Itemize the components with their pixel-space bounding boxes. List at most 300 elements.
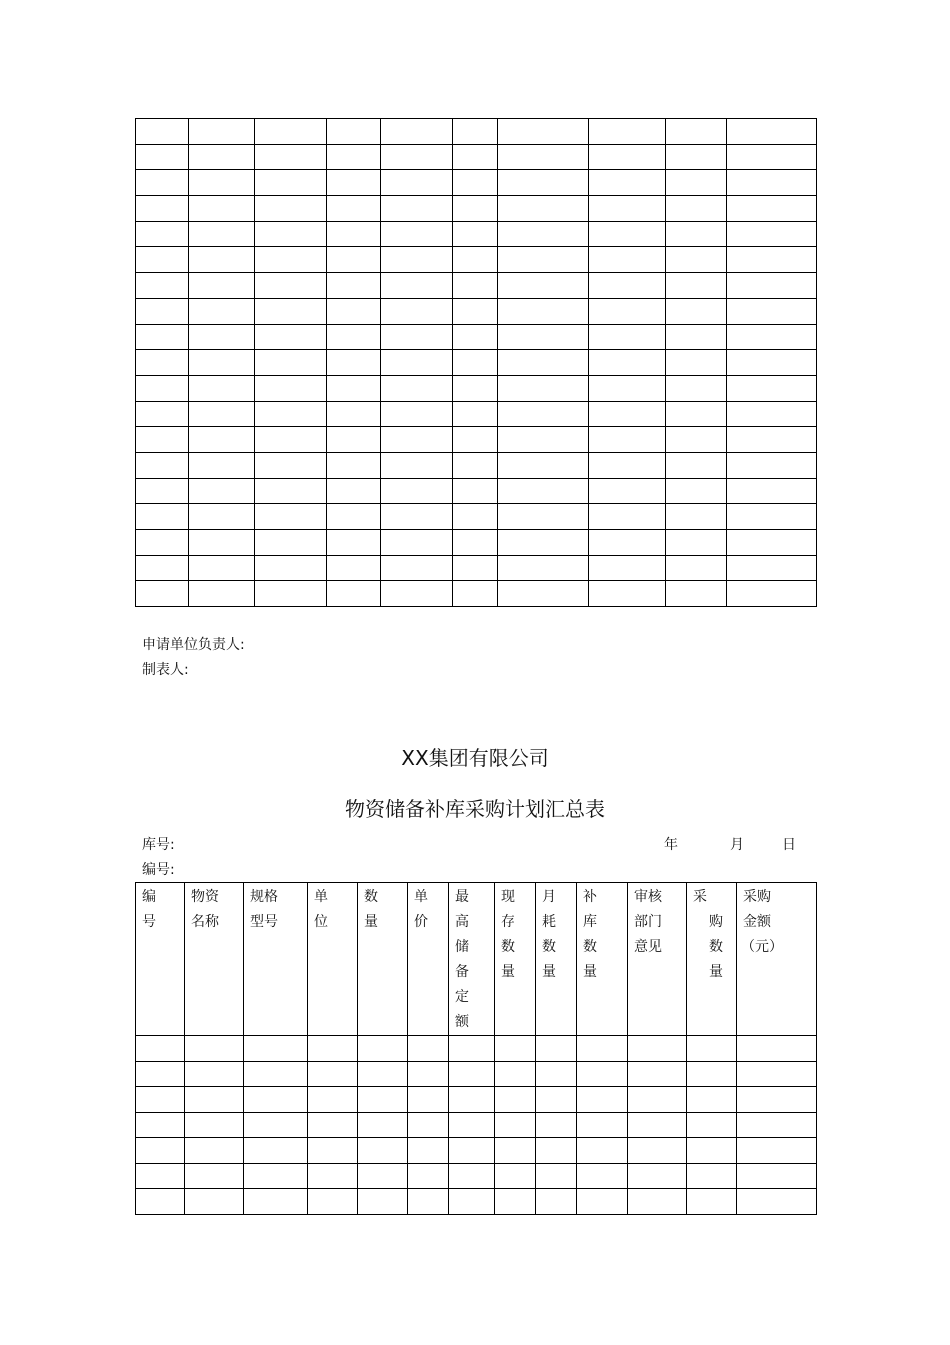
table-cell[interactable]	[727, 119, 817, 145]
header-line: 数	[542, 939, 556, 955]
table-cell[interactable]	[449, 1112, 495, 1138]
table-row	[136, 221, 817, 247]
table-cell[interactable]	[453, 555, 498, 581]
table-cell[interactable]	[577, 1061, 628, 1087]
table-cell[interactable]	[358, 1189, 408, 1215]
table-cell[interactable]	[136, 221, 189, 247]
table-cell[interactable]	[327, 247, 381, 273]
table-cell[interactable]	[687, 1087, 737, 1113]
table-cell[interactable]	[666, 170, 727, 196]
table-cell[interactable]	[498, 298, 589, 324]
table-cell[interactable]	[244, 1138, 308, 1164]
table-cell[interactable]	[244, 1036, 308, 1062]
table-cell[interactable]	[666, 530, 727, 556]
table-cell[interactable]	[449, 1138, 495, 1164]
table-cell[interactable]	[244, 1087, 308, 1113]
table-cell[interactable]	[189, 273, 255, 299]
table-cell[interactable]	[308, 1163, 358, 1189]
table-cell[interactable]	[495, 1036, 536, 1062]
table-cell[interactable]	[408, 1036, 449, 1062]
table-cell[interactable]	[327, 555, 381, 581]
table-cell[interactable]	[255, 144, 327, 170]
table-cell[interactable]	[327, 221, 381, 247]
table-cell[interactable]	[453, 478, 498, 504]
table-cell[interactable]	[687, 1189, 737, 1215]
table-cell[interactable]	[453, 350, 498, 376]
table-cell[interactable]	[498, 530, 589, 556]
table-cell[interactable]	[255, 427, 327, 453]
header-line: 物资	[191, 889, 219, 905]
table-cell[interactable]	[577, 1112, 628, 1138]
table-cell[interactable]	[189, 170, 255, 196]
table-cell[interactable]	[495, 1061, 536, 1087]
table-cell[interactable]	[589, 581, 666, 607]
table-cell[interactable]	[727, 324, 817, 350]
table-cell[interactable]	[589, 144, 666, 170]
table-cell[interactable]	[453, 401, 498, 427]
table-cell[interactable]	[498, 555, 589, 581]
table-cell[interactable]	[666, 375, 727, 401]
table-cell[interactable]	[453, 221, 498, 247]
table-cell[interactable]	[727, 144, 817, 170]
table-cell[interactable]	[327, 581, 381, 607]
table-cell[interactable]	[727, 478, 817, 504]
table-cell[interactable]	[136, 1036, 185, 1062]
table-cell[interactable]	[498, 119, 589, 145]
table-cell[interactable]	[666, 581, 727, 607]
header-line: 高	[455, 914, 469, 930]
table-cell[interactable]	[381, 350, 453, 376]
table-cell[interactable]	[185, 1061, 244, 1087]
table-cell[interactable]	[255, 324, 327, 350]
table-cell[interactable]	[308, 1036, 358, 1062]
table-cell[interactable]	[449, 1189, 495, 1215]
table-cell[interactable]	[255, 298, 327, 324]
table-cell[interactable]	[589, 221, 666, 247]
table-cell[interactable]	[666, 504, 727, 530]
table-cell[interactable]	[628, 1163, 687, 1189]
table-cell[interactable]	[737, 1061, 817, 1087]
table-cell[interactable]	[327, 324, 381, 350]
table-cell[interactable]	[727, 504, 817, 530]
table-cell[interactable]	[589, 119, 666, 145]
table-cell[interactable]	[666, 350, 727, 376]
table-cell[interactable]	[495, 1138, 536, 1164]
table-cell[interactable]	[666, 298, 727, 324]
table-cell[interactable]	[381, 119, 453, 145]
table-cell[interactable]	[136, 298, 189, 324]
table-cell[interactable]	[727, 170, 817, 196]
table-cell[interactable]	[666, 478, 727, 504]
table-cell[interactable]	[255, 581, 327, 607]
table-cell[interactable]	[185, 1112, 244, 1138]
table-cell[interactable]	[727, 530, 817, 556]
table-cell[interactable]	[536, 1036, 577, 1062]
table-cell[interactable]	[136, 401, 189, 427]
table-row	[136, 196, 817, 222]
table-cell[interactable]	[453, 119, 498, 145]
table-cell[interactable]	[408, 1163, 449, 1189]
table-cell[interactable]	[136, 478, 189, 504]
table-cell[interactable]	[666, 452, 727, 478]
table-cell[interactable]	[666, 324, 727, 350]
table-cell[interactable]	[255, 119, 327, 145]
table-cell[interactable]	[358, 1112, 408, 1138]
table-cell[interactable]	[136, 375, 189, 401]
table-cell[interactable]	[255, 478, 327, 504]
table-cell[interactable]	[727, 401, 817, 427]
table-cell[interactable]	[308, 1189, 358, 1215]
table-cell[interactable]	[495, 1189, 536, 1215]
table-cell[interactable]	[381, 196, 453, 222]
table-cell[interactable]	[453, 375, 498, 401]
table-cell[interactable]	[737, 1163, 817, 1189]
table-cell[interactable]	[727, 273, 817, 299]
table-cell[interactable]	[577, 1138, 628, 1164]
table-cell[interactable]	[308, 1061, 358, 1087]
table-cell[interactable]	[628, 1189, 687, 1215]
table-cell[interactable]	[136, 1087, 185, 1113]
table-cell[interactable]	[498, 350, 589, 376]
table-cell[interactable]	[727, 375, 817, 401]
table-cell[interactable]	[453, 298, 498, 324]
table-cell[interactable]	[498, 504, 589, 530]
table-cell[interactable]	[327, 350, 381, 376]
table-cell[interactable]	[136, 452, 189, 478]
table-cell[interactable]	[189, 478, 255, 504]
table-cell[interactable]	[589, 375, 666, 401]
table-cell[interactable]	[189, 144, 255, 170]
table-cell[interactable]	[381, 247, 453, 273]
table-cell[interactable]	[381, 452, 453, 478]
table-cell[interactable]	[589, 504, 666, 530]
table-cell[interactable]	[358, 1087, 408, 1113]
table-cell[interactable]	[666, 427, 727, 453]
table-cell[interactable]	[589, 273, 666, 299]
table-cell[interactable]	[589, 555, 666, 581]
table-cell[interactable]	[498, 144, 589, 170]
table-cell[interactable]	[381, 530, 453, 556]
table-cell[interactable]	[327, 273, 381, 299]
table-cell[interactable]	[589, 452, 666, 478]
table-cell[interactable]	[136, 1112, 185, 1138]
table-cell[interactable]	[687, 1163, 737, 1189]
table-cell[interactable]	[189, 427, 255, 453]
table-cell[interactable]	[498, 170, 589, 196]
table-cell[interactable]	[453, 170, 498, 196]
table-cell[interactable]	[666, 401, 727, 427]
table-cell[interactable]	[666, 119, 727, 145]
table-cell[interactable]	[498, 375, 589, 401]
table-cell[interactable]	[666, 196, 727, 222]
table-cell[interactable]	[189, 119, 255, 145]
table-cell[interactable]	[327, 478, 381, 504]
table-cell[interactable]	[453, 196, 498, 222]
table-cell[interactable]	[589, 247, 666, 273]
table-cell[interactable]	[666, 273, 727, 299]
table-cell[interactable]	[687, 1036, 737, 1062]
table-cell[interactable]	[727, 221, 817, 247]
table-cell[interactable]	[327, 170, 381, 196]
table-cell[interactable]	[327, 119, 381, 145]
table-cell[interactable]	[189, 452, 255, 478]
table-cell[interactable]	[737, 1189, 817, 1215]
table-cell[interactable]	[136, 196, 189, 222]
table-cell[interactable]	[737, 1138, 817, 1164]
table-cell[interactable]	[453, 247, 498, 273]
table-cell[interactable]	[255, 221, 327, 247]
table-cell[interactable]	[589, 350, 666, 376]
table-cell[interactable]	[449, 1061, 495, 1087]
table-cell[interactable]	[498, 452, 589, 478]
table-cell[interactable]	[408, 1138, 449, 1164]
table-cell[interactable]	[136, 170, 189, 196]
table-cell[interactable]	[727, 350, 817, 376]
table-cell[interactable]	[381, 221, 453, 247]
table-cell[interactable]	[185, 1036, 244, 1062]
table-cell[interactable]	[255, 401, 327, 427]
table-cell[interactable]	[255, 555, 327, 581]
table-cell[interactable]	[358, 1138, 408, 1164]
serial-no-label: 编号:	[142, 862, 175, 878]
table-cell[interactable]	[628, 1036, 687, 1062]
table-cell[interactable]	[498, 324, 589, 350]
table-cell[interactable]	[408, 1061, 449, 1087]
table-cell[interactable]	[189, 530, 255, 556]
table-cell[interactable]	[189, 196, 255, 222]
table-cell[interactable]	[408, 1087, 449, 1113]
table-cell[interactable]	[308, 1138, 358, 1164]
table-row	[136, 530, 817, 556]
year-label: 年	[664, 837, 678, 853]
table-cell[interactable]	[727, 298, 817, 324]
table-cell[interactable]	[327, 401, 381, 427]
table-cell[interactable]	[136, 530, 189, 556]
header-line: 价	[414, 914, 428, 930]
table-cell[interactable]	[185, 1087, 244, 1113]
table-cell[interactable]	[381, 581, 453, 607]
table-cell[interactable]	[189, 581, 255, 607]
table-cell[interactable]	[327, 196, 381, 222]
column-header	[737, 883, 817, 1036]
table-cell[interactable]	[687, 1138, 737, 1164]
preparer-label: 制表人:	[142, 662, 189, 678]
header-line: 最	[455, 889, 469, 905]
table-cell[interactable]	[136, 273, 189, 299]
table-cell[interactable]	[727, 427, 817, 453]
table-cell[interactable]	[577, 1163, 628, 1189]
table-cell[interactable]	[136, 555, 189, 581]
table-cell[interactable]	[666, 221, 727, 247]
table-cell[interactable]	[453, 324, 498, 350]
table-cell[interactable]	[381, 375, 453, 401]
table-cell[interactable]	[408, 1189, 449, 1215]
table-cell[interactable]	[498, 196, 589, 222]
table-cell[interactable]	[244, 1061, 308, 1087]
table-cell[interactable]	[255, 452, 327, 478]
table-cell[interactable]	[381, 273, 453, 299]
table-cell[interactable]	[453, 427, 498, 453]
table-cell[interactable]	[536, 1138, 577, 1164]
table-cell[interactable]	[381, 478, 453, 504]
table-cell[interactable]	[189, 555, 255, 581]
table-cell[interactable]	[589, 298, 666, 324]
table-cell[interactable]	[255, 375, 327, 401]
table-cell[interactable]	[589, 401, 666, 427]
table-cell[interactable]	[136, 427, 189, 453]
table-cell[interactable]	[255, 273, 327, 299]
table-cell[interactable]	[189, 324, 255, 350]
table-cell[interactable]	[453, 452, 498, 478]
table-cell[interactable]	[185, 1138, 244, 1164]
table-cell[interactable]	[255, 170, 327, 196]
table-cell[interactable]	[498, 273, 589, 299]
table-cell[interactable]	[189, 401, 255, 427]
table-row	[136, 1061, 817, 1087]
table-cell[interactable]	[136, 1163, 185, 1189]
table-cell[interactable]	[327, 452, 381, 478]
table-cell[interactable]	[727, 196, 817, 222]
table-cell[interactable]	[358, 1061, 408, 1087]
table-cell[interactable]	[185, 1189, 244, 1215]
table-cell[interactable]	[628, 1112, 687, 1138]
table-cell[interactable]	[589, 196, 666, 222]
header-line: 单	[414, 889, 428, 905]
table-cell[interactable]	[628, 1138, 687, 1164]
table-cell[interactable]	[189, 298, 255, 324]
table-cell[interactable]	[255, 530, 327, 556]
table-row	[136, 581, 817, 607]
table-cell[interactable]	[498, 247, 589, 273]
table-cell[interactable]	[185, 1163, 244, 1189]
table-cell[interactable]	[498, 581, 589, 607]
table-cell[interactable]	[136, 1061, 185, 1087]
table-cell[interactable]	[358, 1163, 408, 1189]
table-cell[interactable]	[189, 375, 255, 401]
table-cell[interactable]	[453, 581, 498, 607]
table-cell[interactable]	[737, 1036, 817, 1062]
table-cell[interactable]	[408, 1112, 449, 1138]
table-cell[interactable]	[136, 581, 189, 607]
table-cell[interactable]	[666, 247, 727, 273]
table-cell[interactable]	[381, 144, 453, 170]
table-cell[interactable]	[589, 427, 666, 453]
table-cell[interactable]	[381, 170, 453, 196]
table-cell[interactable]	[308, 1112, 358, 1138]
table-cell[interactable]	[136, 1189, 185, 1215]
table-cell[interactable]	[381, 427, 453, 453]
table-cell[interactable]	[589, 170, 666, 196]
table-cell[interactable]	[453, 530, 498, 556]
table-cell[interactable]	[136, 324, 189, 350]
table-cell[interactable]	[255, 196, 327, 222]
table-cell[interactable]	[577, 1087, 628, 1113]
table-cell[interactable]	[737, 1112, 817, 1138]
table-cell[interactable]	[687, 1112, 737, 1138]
table-cell[interactable]	[327, 144, 381, 170]
table-cell[interactable]	[381, 555, 453, 581]
table-cell[interactable]	[136, 144, 189, 170]
table-cell[interactable]	[577, 1189, 628, 1215]
table-cell[interactable]	[244, 1112, 308, 1138]
table-cell[interactable]	[727, 247, 817, 273]
table-cell[interactable]	[136, 1138, 185, 1164]
table-cell[interactable]	[449, 1036, 495, 1062]
table-cell[interactable]	[737, 1087, 817, 1113]
table-cell[interactable]	[536, 1087, 577, 1113]
table-cell[interactable]	[327, 298, 381, 324]
table-cell[interactable]	[381, 504, 453, 530]
table-cell[interactable]	[381, 324, 453, 350]
table-cell[interactable]	[687, 1061, 737, 1087]
table-cell[interactable]	[189, 504, 255, 530]
header-line: 补	[583, 889, 597, 905]
table-cell[interactable]	[381, 298, 453, 324]
table-cell[interactable]	[189, 221, 255, 247]
table-cell[interactable]	[577, 1036, 628, 1062]
table-cell[interactable]	[381, 401, 453, 427]
table-cell[interactable]	[498, 221, 589, 247]
column-header	[628, 883, 687, 1036]
table-cell[interactable]	[589, 478, 666, 504]
table-cell[interactable]	[589, 530, 666, 556]
table-cell[interactable]	[536, 1061, 577, 1087]
table-cell[interactable]	[189, 247, 255, 273]
table-cell[interactable]	[136, 119, 189, 145]
table-cell[interactable]	[358, 1036, 408, 1062]
table-cell[interactable]	[727, 581, 817, 607]
table-cell[interactable]	[255, 504, 327, 530]
table-cell[interactable]	[536, 1189, 577, 1215]
table-cell[interactable]	[327, 504, 381, 530]
table-cell[interactable]	[244, 1163, 308, 1189]
table-cell[interactable]	[727, 555, 817, 581]
table-cell[interactable]	[136, 504, 189, 530]
table-cell[interactable]	[495, 1112, 536, 1138]
table-cell[interactable]	[327, 427, 381, 453]
table-cell[interactable]	[136, 350, 189, 376]
table-cell[interactable]	[628, 1087, 687, 1113]
table-cell[interactable]	[453, 504, 498, 530]
table-cell[interactable]	[536, 1163, 577, 1189]
table-cell[interactable]	[536, 1112, 577, 1138]
table-cell[interactable]	[189, 350, 255, 376]
table-cell[interactable]	[327, 375, 381, 401]
column-header	[449, 883, 495, 1036]
table-cell[interactable]	[628, 1061, 687, 1087]
table-cell[interactable]	[244, 1189, 308, 1215]
table-cell[interactable]	[453, 273, 498, 299]
table-cell[interactable]	[589, 324, 666, 350]
table-cell[interactable]	[498, 401, 589, 427]
table-cell[interactable]	[308, 1087, 358, 1113]
table-cell[interactable]	[255, 247, 327, 273]
table-cell[interactable]	[136, 247, 189, 273]
table-cell[interactable]	[495, 1087, 536, 1113]
table-cell[interactable]	[449, 1163, 495, 1189]
table-cell[interactable]	[498, 427, 589, 453]
header-line: 意见	[634, 939, 662, 955]
table-cell[interactable]	[255, 350, 327, 376]
table-cell[interactable]	[453, 144, 498, 170]
table-cell[interactable]	[498, 478, 589, 504]
table-cell[interactable]	[449, 1087, 495, 1113]
table-cell[interactable]	[727, 452, 817, 478]
table-cell[interactable]	[666, 555, 727, 581]
table-cell[interactable]	[327, 530, 381, 556]
table-cell[interactable]	[666, 144, 727, 170]
table-cell[interactable]	[495, 1163, 536, 1189]
